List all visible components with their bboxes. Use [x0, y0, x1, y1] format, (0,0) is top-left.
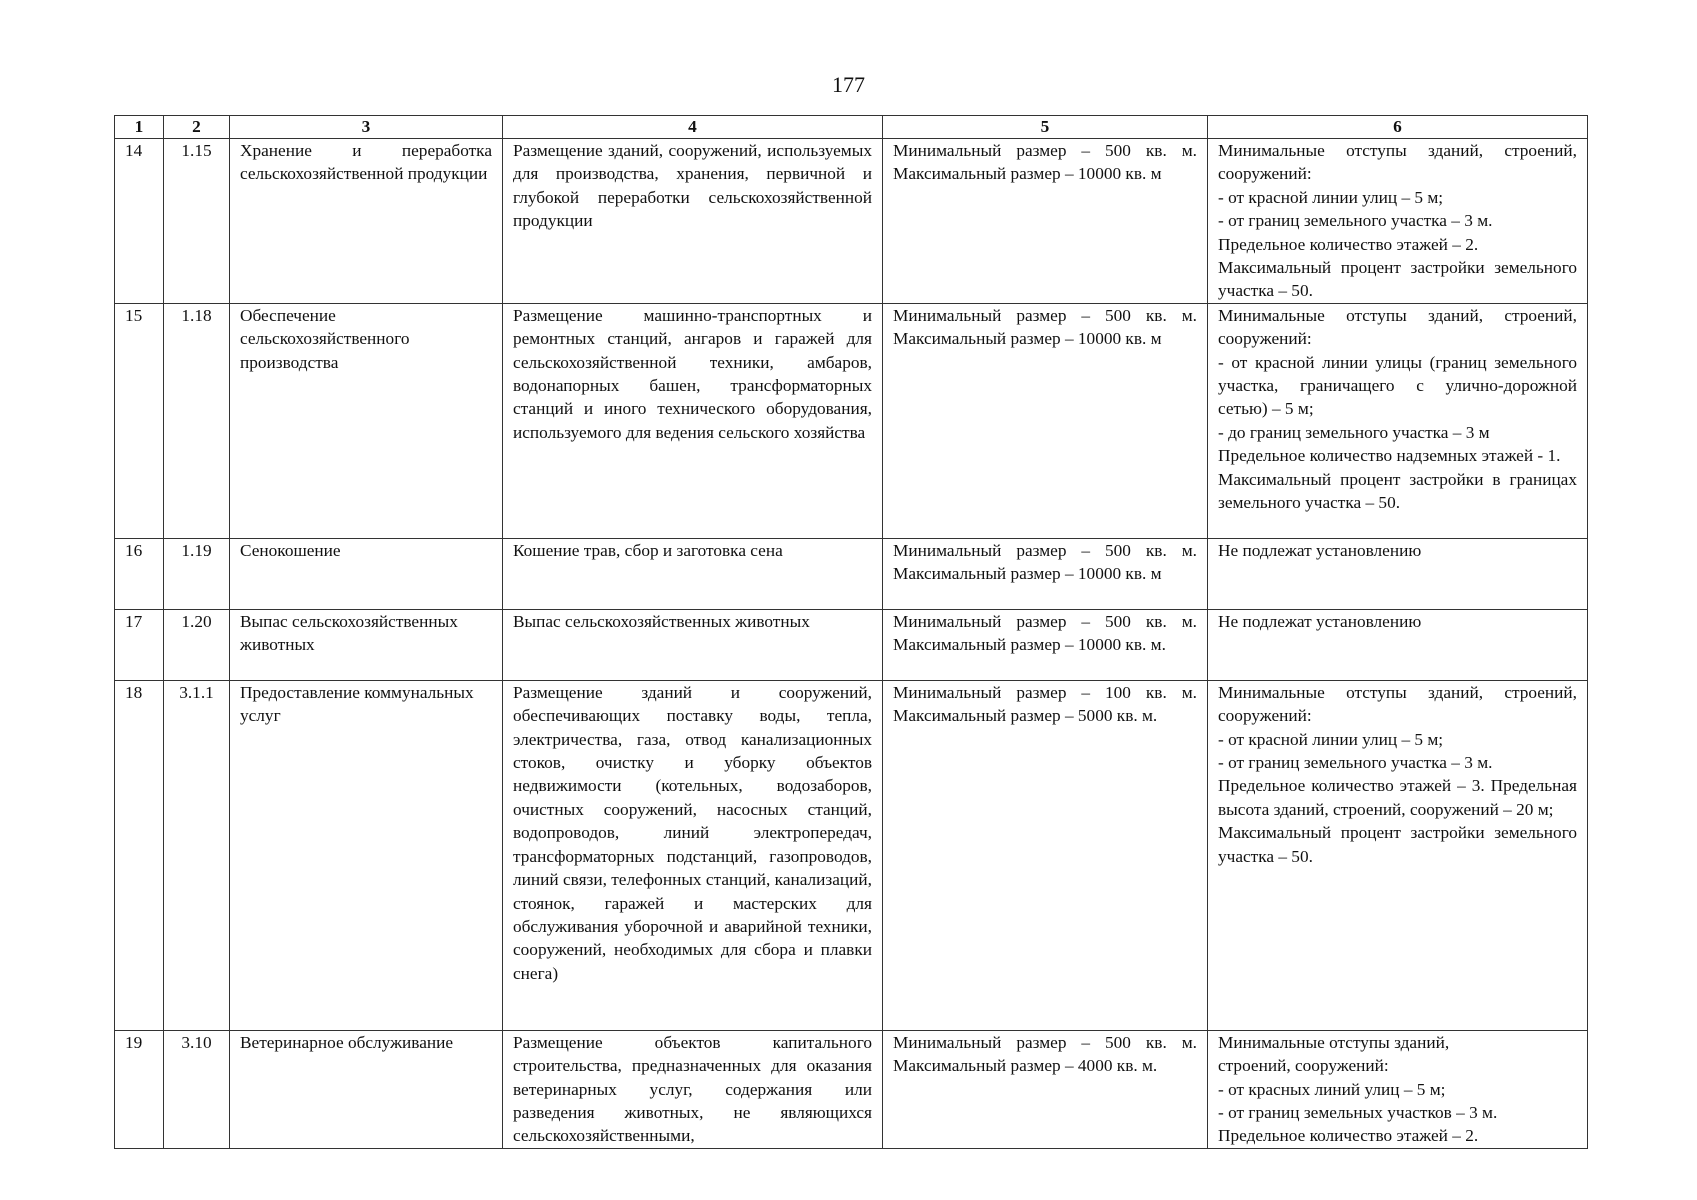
page-number: 177: [832, 72, 865, 97]
use-name: Обеспечение сельскохозяйственного производства: [230, 303, 503, 538]
parameter-line: - от красной линии улиц – 5 м;: [1218, 729, 1444, 749]
table-row: [115, 139, 1588, 304]
plot-size-limits: Минимальный размер – 500 кв. м. Максимальный размер – 4000 кв. м.: [883, 1030, 1208, 1148]
use-description: Размещение зданий и сооружений, обеспечивающих поставку воды, тепла, электричества, газа, отвод канализационных стоков, очистку и уборку объектов недвижимости (котельных, водозаборов, очистных сооружений, насосных станций, водопроводов, линий электропередач, трансформаторных подстанций, газопроводов, линий связи, телефонных станций, канализаций, стоянок, гаражей и мастерских для обслуживания уборочной и аварийной техники, сооружений, необходимых для сбора и плавки снега): [503, 680, 883, 1030]
row-number: 18: [115, 680, 164, 1030]
building-parameters: [1208, 609, 1588, 680]
use-name: Сенокошение: [230, 538, 503, 609]
plot-size-limits: Минимальный размер – 500 кв. м. Максимальный размер – 10000 кв. м: [883, 139, 1208, 304]
use-code: 1.20: [164, 609, 230, 680]
table-row: [115, 680, 1588, 1030]
parameter-line: Не подлежат установлению: [1218, 540, 1422, 560]
row-number: 17: [115, 609, 164, 680]
parameter-line: Минимальные отступы зданий, строений, сооружений:: [1218, 305, 1577, 349]
parameter-line: строений, сооружений:: [1218, 1056, 1389, 1076]
column-header: 3: [230, 116, 503, 139]
table-header-row: [115, 116, 1588, 139]
column-header: 5: [883, 116, 1208, 139]
table-row: [115, 609, 1588, 680]
use-description: Размещение машинно-транспортных и ремонтных станций, ангаров и гаражей для сельскохозяйственной техники, амбаров, водонапорных башен, трансформаторных станций и иного технического оборудования, используемого для ведения сельского хозяйства: [503, 303, 883, 538]
parameter-line: - от красной линии улиц – 5 м;: [1218, 187, 1444, 207]
use-name: Выпас сельскохозяйственных животных: [230, 609, 503, 680]
column-header: 2: [164, 116, 230, 139]
column-header: 1: [115, 116, 164, 139]
use-code: 3.1.1: [164, 680, 230, 1030]
building-parameters: [1208, 139, 1588, 304]
land-use-table: [114, 115, 1588, 1149]
row-number: 14: [115, 139, 164, 304]
use-code: 3.10: [164, 1030, 230, 1148]
building-parameters: [1208, 303, 1588, 538]
use-name: Хранение и переработка сельскохозяйственной продукции: [230, 139, 503, 304]
parameter-line: Предельное количество надземных этажей - 1.: [1218, 446, 1561, 466]
use-description: Выпас сельскохозяйственных животных: [503, 609, 883, 680]
building-parameters: [1208, 680, 1588, 1030]
parameter-line: Максимальный процент застройки земельного участка – 50.: [1218, 823, 1577, 866]
use-name: Предоставление коммунальных услуг: [230, 680, 503, 1030]
parameter-line: Минимальные отступы зданий,: [1218, 1032, 1450, 1052]
parameter-line: Предельное количество этажей – 3. Предельная высота зданий, строений, сооружений – 20 м;: [1218, 776, 1577, 819]
row-number: 16: [115, 538, 164, 609]
use-description: Размещение зданий, сооружений, используемых для производства, хранения, первичной и глубокой переработки сельскохозяйственной продукции: [503, 139, 883, 304]
use-description: Кошение трав, сбор и заготовка сена: [503, 538, 883, 609]
use-code: 1.15: [164, 139, 230, 304]
parameter-line: Минимальные отступы зданий, строений, сооружений:: [1218, 141, 1577, 184]
parameter-line: Максимальный процент застройки земельного участка – 50.: [1218, 258, 1577, 301]
parameter-line: Предельное количество этажей – 2.: [1218, 1126, 1479, 1146]
table-row: [115, 303, 1588, 538]
parameter-line: Минимальные отступы зданий, строений, сооружений:: [1218, 682, 1577, 726]
parameter-line: - от границ земельного участка – 3 м.: [1218, 211, 1493, 231]
plot-size-limits: Минимальный размер – 100 кв. м. Максимальный размер – 5000 кв. м.: [883, 680, 1208, 1030]
parameter-line: Не подлежат установлению: [1218, 611, 1422, 631]
building-parameters: [1208, 538, 1588, 609]
use-description: Размещение объектов капитального строительства, предназначенных для оказания ветеринарных услуг, содержания или разведения животных, не являющихся сельскохозяйственными,: [503, 1030, 883, 1148]
plot-size-limits: Минимальный размер – 500 кв. м. Максимальный размер – 10000 кв. м: [883, 303, 1208, 538]
table-row: [115, 1030, 1588, 1148]
parameter-line: - от границ земельных участков – 3 м.: [1218, 1103, 1498, 1123]
plot-size-limits: Минимальный размер – 500 кв. м. Максимальный размер – 10000 кв. м: [883, 538, 1208, 609]
column-header: 4: [503, 116, 883, 139]
row-number: 19: [115, 1030, 164, 1148]
parameter-line: Максимальный процент застройки в границах земельного участка – 50.: [1218, 469, 1577, 513]
parameter-line: Предельное количество этажей – 2.: [1218, 234, 1479, 254]
use-code: 1.19: [164, 538, 230, 609]
parameter-line: - от границ земельного участка – 3 м.: [1218, 753, 1493, 773]
table-row: [115, 538, 1588, 609]
parameter-line: - до границ земельного участка – 3 м: [1218, 422, 1490, 442]
use-name: Ветеринарное обслуживание: [230, 1030, 503, 1148]
column-header: 6: [1208, 116, 1588, 139]
plot-size-limits: Минимальный размер – 500 кв. м. Максимальный размер – 10000 кв. м.: [883, 609, 1208, 680]
use-code: 1.18: [164, 303, 230, 538]
parameter-line: - от красной линии улицы (границ земельного участка, граничащего с улично-дорожной сетью) – 5 м;: [1218, 352, 1577, 419]
building-parameters: [1208, 1030, 1588, 1148]
row-number: 15: [115, 303, 164, 538]
parameter-line: - от красных линий улиц – 5 м;: [1218, 1079, 1446, 1099]
